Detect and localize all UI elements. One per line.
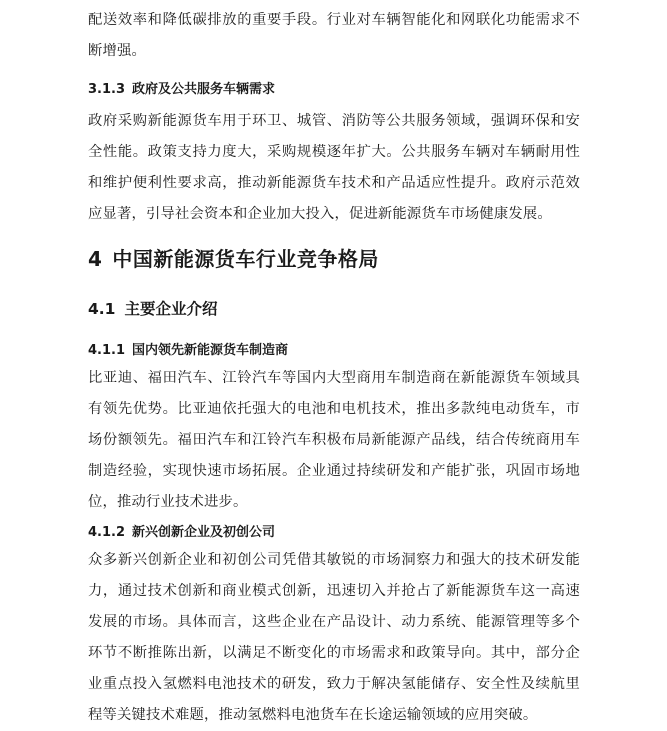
section-number: 4.1.2 (88, 525, 126, 540)
chapter-title: 中国新能源货车行业竞争格局 (112, 247, 379, 271)
section-number: 4.1 (88, 300, 116, 318)
section-3-1-3-paragraph: 政府采购新能源货车用于环卫、城管、消防等公共服务领域，强调环保和安全性能。政策支持力度大，采购规模逐年扩大。公共服务车辆对车辆耐用性和维护便利性要求高，推动新能源货车技术和产品适应性提升。政府示范效应显著，引导社会资本和企业加大投入，促进新能源货车市场健康发展。 (88, 113, 580, 222)
section-4-1-2-paragraph: 众多新兴创新企业和初创公司凭借其敏锐的市场洞察力和强大的技术研发能力，通过技术创新和商业模式创新，迅速切入并抢占了新能源货车这一高速发展的市场。具体而言，这些企业在产品设计、动力系统、能源管理等多个环节不断推陈出新，以满足不断变化的市场需求和政策导向。其中，部分企业重点投入氢燃料电池技术的研发，致力于解决氢能储存、安全性及续航里程等关键技术难题，推动氢燃料电池货车在长途运输领域的应用突破。 (88, 552, 580, 723)
section-number: 4.1.1 (88, 343, 126, 358)
section-number: 3.1.3 (88, 82, 126, 97)
section-title: 主要企业介绍 (124, 300, 218, 318)
section-4-1-heading (88, 298, 217, 320)
section-title: 国内领先新能源货车制造商 (132, 343, 289, 358)
section-title: 政府及公共服务车辆需求 (132, 82, 276, 97)
section-4-1-1-heading (88, 341, 288, 361)
intro-paragraph: 配送效率和降低碳排放的重要手段。行业对车辆智能化和网联化功能需求不断增强。 (88, 12, 580, 59)
section-4-1-1-paragraph: 比亚迪、福田汽车、江铃汽车等国内大型商用车制造商在新能源货车领域具有领先优势。比亚迪依托强大的电池和电机技术，推出多款纯电动货车，市场份额领先。福田汽车和江铃汽车积极布局新能源产品线，结合传统商用车制造经验，实现快速市场拓展。企业通过持续研发和产能扩张，巩固市场地位，推动行业技术进步。 (88, 370, 580, 510)
section-title: 新兴创新企业及初创公司 (132, 525, 276, 540)
section-4-1-2-heading (88, 523, 275, 543)
chapter-4-heading (88, 245, 379, 273)
section-3-1-3-heading (88, 80, 275, 100)
chapter-number: 4 (88, 247, 103, 271)
